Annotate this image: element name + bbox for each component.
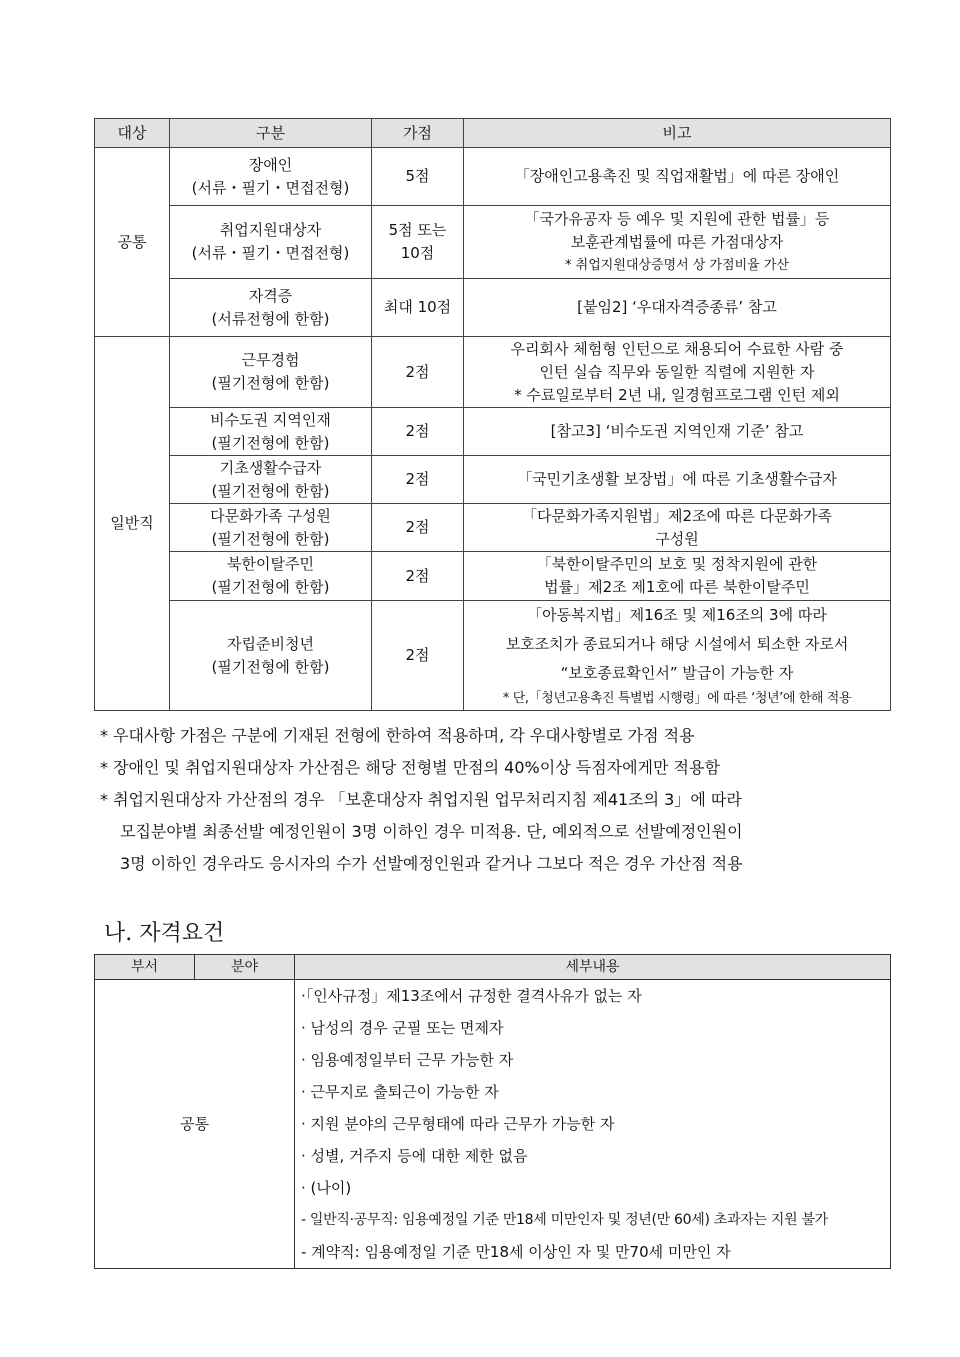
- table-row: [95, 504, 891, 552]
- group-common-cell: 공통: [95, 980, 295, 1269]
- table-row: [95, 408, 891, 456]
- section-title: 나. 자격요건: [104, 921, 225, 946]
- points-cell: 2점: [372, 408, 464, 456]
- remarks-line: 「장애인고용촉진 및 직업재활법」에 따른 장애인: [514, 167, 840, 185]
- list-item: · 임용예정일부터 근무 가능한 자: [301, 1051, 514, 1069]
- header-category: 구분: [170, 119, 372, 148]
- remarks-line: 「아동복지법」제16조 및 제16조의 3에 따라: [527, 606, 827, 624]
- remarks-cell: [464, 504, 891, 552]
- table-row: [95, 601, 891, 711]
- category-cell: [170, 601, 372, 711]
- note-line: * 우대사항 가점은 구분에 기재된 전형에 한하여 적용하며, 각 우대사항별로 가점 적용: [100, 726, 695, 745]
- table-row: [95, 456, 891, 504]
- header-department: 부서: [95, 955, 195, 980]
- points-cell: 2점: [372, 456, 464, 504]
- note-line: 3명 이하인 경우라도 응시자의 수가 선발예정인원과 같거나 그보다 적은 경우 가산점 적용: [120, 854, 743, 873]
- points-cell: 2점: [372, 504, 464, 552]
- remarks-line: 법률」제2조 제1호에 따른 북한이탈주민: [544, 578, 810, 596]
- points-cell: 최대 10점: [372, 279, 464, 337]
- category-cell: [170, 552, 372, 601]
- header-target: 대상: [95, 119, 170, 148]
- preference-points-table: [94, 118, 891, 711]
- category-cell: [170, 206, 372, 279]
- remarks-cell: [464, 148, 891, 206]
- table-header-row: [95, 955, 891, 980]
- note-line: * 장애인 및 취업지원대상자 가산점은 해당 전형별 만점의 40%이상 득점자에게만 적용함: [100, 758, 720, 777]
- points-value: 5점 또는 10점: [388, 221, 447, 262]
- list-item: - 일반직·공무직: 임용예정일 기준 만18세 미만인자 및 정년(만 60세) 초과자는 지원 불가: [301, 1212, 828, 1228]
- remarks-line: “보호종료확인서” 발급이 가능한 자: [560, 664, 794, 682]
- remarks-line: 보훈관계법률에 따른 가점대상자: [570, 232, 784, 251]
- category-stage: (필기전형에 한함): [211, 374, 330, 392]
- remarks-cell: [464, 456, 891, 504]
- category-name: 자격증: [248, 286, 293, 305]
- category-name: 취업지원대상자: [219, 221, 322, 239]
- category-cell: [170, 337, 372, 408]
- remarks-cell: [464, 279, 891, 337]
- table-header-row: [95, 119, 891, 148]
- table-row: [95, 279, 891, 337]
- category-name: 북한이탈주민: [227, 555, 314, 573]
- qualification-table: [94, 954, 891, 1269]
- category-stage: (서류・필기・면접전형): [191, 244, 350, 262]
- points-cell: [372, 206, 464, 279]
- note-line: * 취업지원대상자 가산점의 경우 「보훈대상자 취업지원 업무처리지침 제41조의 3」에 따라: [100, 790, 742, 809]
- header-points: 가점: [372, 119, 464, 148]
- category-stage: (필기전형에 한함): [211, 529, 330, 548]
- remarks-line: 「북한이탈주민의 보호 및 정착지원에 관한: [536, 555, 818, 573]
- header-field: 분야: [195, 955, 295, 980]
- remarks-line: 보호조치가 종료되거나 해당 시설에서 퇴소한 자로서: [505, 635, 849, 653]
- points-cell: 2점: [372, 552, 464, 601]
- category-cell: [170, 504, 372, 552]
- category-stage: (필기전형에 한함): [211, 433, 330, 452]
- list-item: · 근무지로 출퇴근이 가능한 자: [301, 1083, 499, 1101]
- remarks-line: [붙임2] ‘우대자격증종류’ 참고: [577, 298, 777, 316]
- category-name: 장애인: [248, 155, 293, 174]
- table-row: [95, 337, 891, 408]
- group-general-cell: 일반직: [95, 337, 170, 711]
- list-item: · 성별, 거주지 등에 대한 제한 없음: [301, 1147, 528, 1165]
- category-stage: (필기전형에 한함): [211, 578, 330, 596]
- category-stage: (서류・필기・면접전형): [191, 178, 350, 197]
- list-item: · (나이): [301, 1179, 352, 1197]
- table-row: [95, 552, 891, 601]
- remarks-cell: [464, 337, 891, 408]
- list-item: · 지원 분야의 근무형태에 따라 근무가 가능한 자: [301, 1115, 615, 1133]
- remarks-line: 「국가유공자 등 예우 및 지원에 관한 법률」등: [524, 209, 830, 228]
- details-cell: [295, 980, 891, 1269]
- header-remarks: 비고: [464, 119, 891, 148]
- category-name: 다문화가족 구성원: [210, 506, 331, 525]
- header-details: 세부내용: [295, 955, 891, 980]
- remarks-cell: [464, 206, 891, 279]
- table-row: [95, 206, 891, 279]
- remarks-line: [참고3] ‘비수도권 지역인재 기준’ 참고: [550, 422, 804, 440]
- category-name: 근무경험: [241, 351, 300, 369]
- remarks-line: 우리회사 체험형 인턴으로 채용되어 수료한 사람 중: [510, 339, 844, 358]
- table-row: [95, 980, 891, 1269]
- category-cell: [170, 408, 372, 456]
- points-cell: 5점: [372, 148, 464, 206]
- category-cell: [170, 456, 372, 504]
- points-cell: 2점: [372, 337, 464, 408]
- remarks-footnote: * 취업지원대상증명서 상 가점비율 가산: [565, 257, 789, 273]
- remarks-cell: [464, 408, 891, 456]
- category-name: 자립준비청년: [227, 634, 314, 653]
- category-cell: [170, 148, 372, 206]
- points-cell: 2점: [372, 601, 464, 711]
- category-name: 기초생활수급자: [219, 458, 322, 477]
- note-line: 모집분야별 최종선발 예정인원이 3명 이하인 경우 미적용. 단, 예외적으로 선발예정인원이: [120, 822, 743, 841]
- remarks-footnote: * 단,「청년고용촉진 특별법 시행령」에 따른 ‘청년’에 한해 적용: [502, 691, 852, 706]
- remarks-line: 「다문화가족지원법」제2조에 따른 다문화가족: [522, 506, 832, 525]
- remarks-cell: [464, 552, 891, 601]
- remarks-line: 「국민기초생활 보장법」에 따른 기초생활수급자: [517, 470, 837, 488]
- category-cell: [170, 279, 372, 337]
- category-name: 비수도권 지역인재: [210, 410, 331, 429]
- group-common-cell: 공통: [95, 148, 170, 337]
- remarks-line: 인턴 실습 직무와 동일한 직렬에 지원한 자: [539, 362, 815, 381]
- table-row: [95, 148, 891, 206]
- list-item: ·「인사규정」제13조에서 규정한 결격사유가 없는 자: [301, 987, 642, 1005]
- notes-block: [100, 720, 890, 880]
- remarks-line: * 수료일로부터 2년 내, 일경험프로그램 인턴 제외: [514, 385, 840, 404]
- list-item: · 남성의 경우 군필 또는 면제자: [301, 1019, 504, 1037]
- category-stage: (필기전형에 한함): [211, 481, 330, 500]
- remarks-cell: [464, 601, 891, 711]
- list-item: - 계약직: 임용예정일 기준 만18세 이상인 자 및 만70세 미만인 자: [301, 1243, 731, 1261]
- category-stage: (서류전형에 한함): [211, 309, 330, 328]
- category-stage: (필기전형에 한함): [211, 657, 330, 676]
- remarks-line: 구성원: [655, 529, 699, 548]
